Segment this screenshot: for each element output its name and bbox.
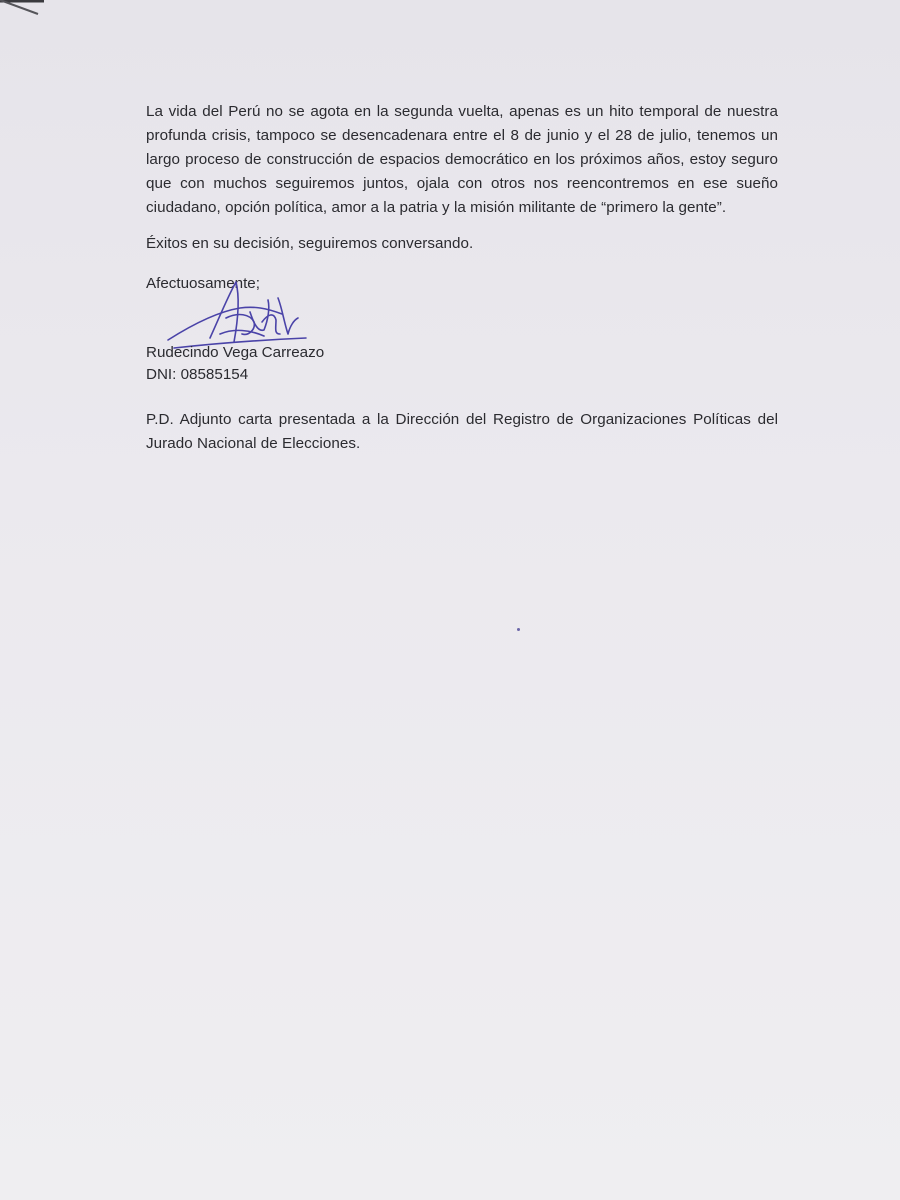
signer-name: Rudecindo Vega Carreazo bbox=[146, 344, 325, 361]
signer-dni: DNI: 08585154 bbox=[146, 366, 249, 383]
body-paragraph: La vida del Perú no se agota en la segunda vuelta, apenas es un hito temporal de nuestra profunda crisis, tampoco se desencadenara entre el 8 de junio y el 28 de julio, tenemos un largo proceso de construcción de espacios democrático en los próximos años, estoy seguro que con muchos seguiremos juntos, ojala con otros nos reencontremos en ese sueño ciudadano, opción política, amor a la patria y la misión militante de “primero la gente”. bbox=[146, 103, 778, 216]
closing-wishes: Éxitos en su decisión, seguiremos conversando. bbox=[146, 235, 474, 252]
ink-speck bbox=[517, 628, 520, 631]
postscript: P.D. Adjunto carta presentada a la Dirección del Registro de Organizaciones Políticas del Jurado Nacional de Elecciones. bbox=[146, 411, 778, 452]
closing-salutation: Afectuosamente; bbox=[146, 275, 260, 292]
